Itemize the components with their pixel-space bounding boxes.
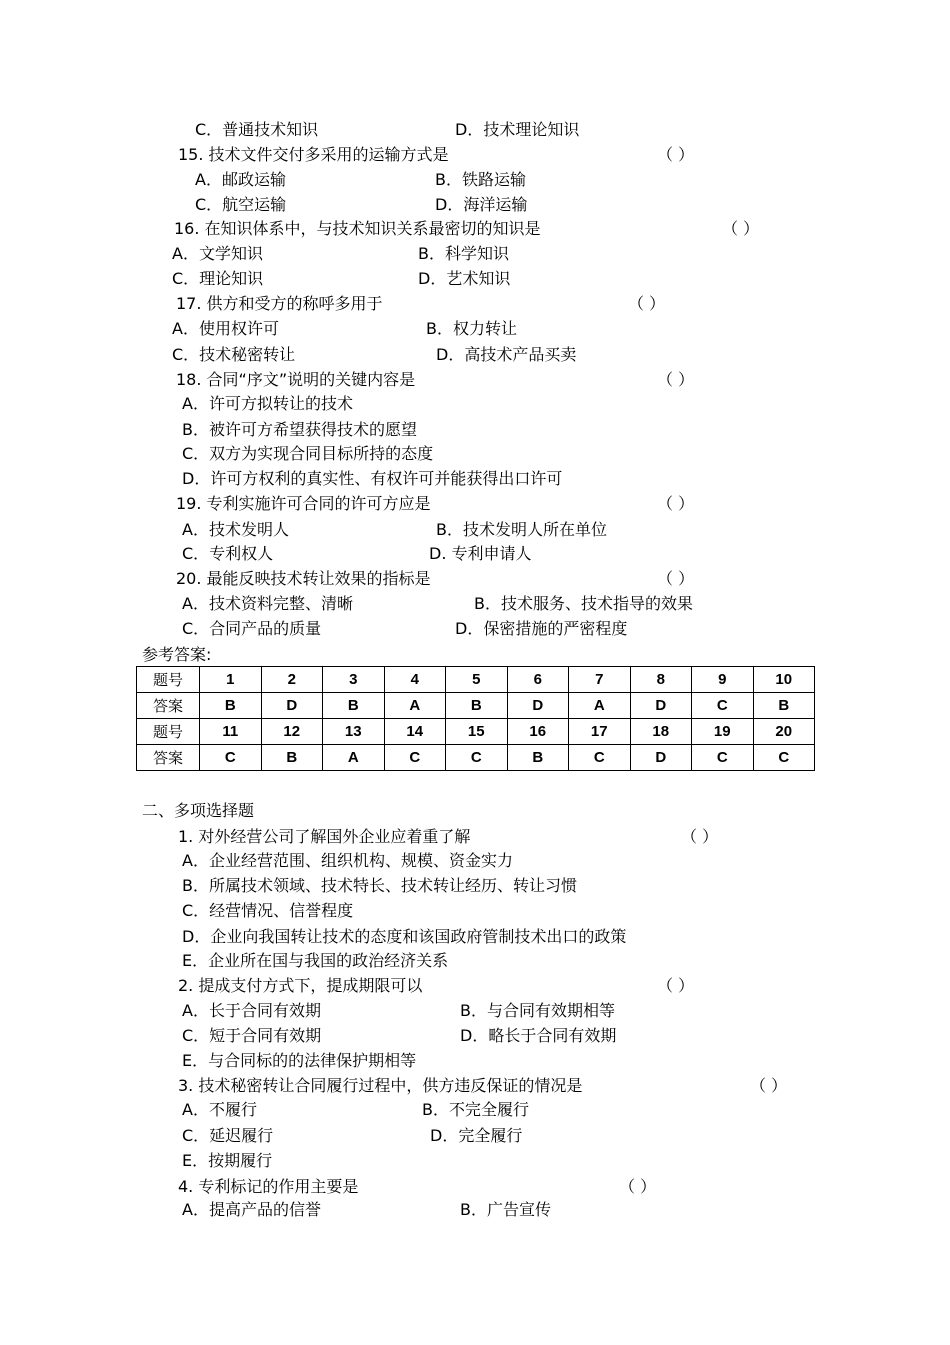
text-line: C．专利权人 xyxy=(182,544,274,563)
text-line: 20. 最能反映技术转让效果的指标是 xyxy=(176,569,431,588)
text-line: B．被许可方希望获得技术的愿望 xyxy=(182,420,417,439)
answer-table xyxy=(136,666,815,771)
text-line: A．企业经营范围、组织机构、规模、资金实力 xyxy=(182,851,513,870)
table-cell: C xyxy=(569,745,631,771)
text-line: A．文学知识 xyxy=(172,244,263,263)
answer-blank: （ ） xyxy=(657,370,695,389)
text-line: E．与合同标的的法律保护期相等 xyxy=(182,1051,417,1070)
text-line: 1. 对外经营公司了解国外企业应着重了解 xyxy=(178,827,471,846)
text-line: D．略长于合同有效期 xyxy=(460,1026,617,1045)
text-line: D．技术理论知识 xyxy=(455,120,580,139)
text-line: C．技术秘密转让 xyxy=(172,345,296,364)
text-line: A．技术资料完整、清晰 xyxy=(182,594,353,613)
table-row xyxy=(137,667,815,693)
text-line: B．技术服务、技术指导的效果 xyxy=(474,594,693,613)
answer-blank: （ ） xyxy=(750,1076,788,1095)
text-line: C．延迟履行 xyxy=(182,1126,274,1145)
table-cell: D xyxy=(507,693,569,719)
table-cell: 15 xyxy=(446,719,508,745)
answer-blank: （ ） xyxy=(657,494,695,513)
answer-blank: （ ） xyxy=(657,976,695,995)
text-line: 18. 合同“序文”说明的关键内容是 xyxy=(176,370,416,389)
text-line: A．长于合同有效期 xyxy=(182,1001,321,1020)
answer-blank: （ ） xyxy=(619,1177,657,1196)
answer-blank: （ ） xyxy=(657,145,695,164)
answer-blank: （ ） xyxy=(657,569,695,588)
table-cell: C xyxy=(384,745,446,771)
text-line: C．短于合同有效期 xyxy=(182,1026,322,1045)
table-cell: 2 xyxy=(261,667,323,693)
table-cell: 6 xyxy=(507,667,569,693)
text-line: 15. 技术文件交付多采用的运输方式是 xyxy=(178,145,449,164)
text-line: D．保密措施的严密程度 xyxy=(455,619,628,638)
text-line: 4. 专利标记的作用主要是 xyxy=(178,1177,359,1196)
text-line: C．合同产品的质量 xyxy=(182,619,322,638)
text-line: C．航空运输 xyxy=(195,195,287,214)
text-line: D．完全履行 xyxy=(430,1126,523,1145)
text-line: C．普通技术知识 xyxy=(195,120,319,139)
text-line: A．提高产品的信誉 xyxy=(182,1200,321,1219)
table-row xyxy=(137,745,815,771)
table-cell: 16 xyxy=(507,719,569,745)
table-cell: 1 xyxy=(200,667,262,693)
table-cell: 19 xyxy=(692,719,754,745)
table-cell: 3 xyxy=(323,667,385,693)
text-line: 参考答案: xyxy=(142,645,212,664)
table-cell: 13 xyxy=(323,719,385,745)
table-cell: B xyxy=(261,745,323,771)
text-line: C．理论知识 xyxy=(172,269,264,288)
text-line: D．企业向我国转让技术的态度和该国政府管制技术出口的政策 xyxy=(182,927,627,946)
table-cell: A xyxy=(569,693,631,719)
row-header: 题号 xyxy=(137,667,200,693)
text-line: C．双方为实现合同目标所持的态度 xyxy=(182,444,434,463)
text-line: A．不履行 xyxy=(182,1100,257,1119)
text-line: 17. 供方和受方的称呼多用于 xyxy=(176,294,383,313)
answer-blank: （ ） xyxy=(628,294,666,313)
text-line: 16. 在知识体系中，与技术知识关系最密切的知识是 xyxy=(174,219,541,238)
text-line: D．艺术知识 xyxy=(418,269,511,288)
table-cell: C xyxy=(753,745,815,771)
table-cell: C xyxy=(692,745,754,771)
text-line: D．许可方权利的真实性、有权许可并能获得出口许可 xyxy=(182,469,563,488)
table-cell: 4 xyxy=(384,667,446,693)
text-line: D．高技术产品买卖 xyxy=(436,345,577,364)
table-cell: 9 xyxy=(692,667,754,693)
text-line: A．技术发明人 xyxy=(182,520,289,539)
row-header: 答案 xyxy=(137,745,200,771)
text-line: 2. 提成支付方式下，提成期限可以 xyxy=(178,976,423,995)
text-line: E．按期履行 xyxy=(182,1151,273,1170)
row-header: 题号 xyxy=(137,719,200,745)
text-line: B．权力转让 xyxy=(426,319,517,338)
table-cell: B xyxy=(753,693,815,719)
text-line: D. 专利申请人 xyxy=(429,544,532,563)
table-cell: C xyxy=(446,745,508,771)
table-cell: 8 xyxy=(630,667,692,693)
text-line: B．铁路运输 xyxy=(435,170,526,189)
table-cell: 14 xyxy=(384,719,446,745)
text-line: C．经营情况、信誉程度 xyxy=(182,901,354,920)
text-line: B．不完全履行 xyxy=(422,1100,529,1119)
answer-blank: （ ） xyxy=(722,219,760,238)
text-line: E．企业所在国与我国的政治经济关系 xyxy=(182,951,449,970)
table-cell: 11 xyxy=(200,719,262,745)
table-cell: C xyxy=(692,693,754,719)
text-line: 二、多项选择题 xyxy=(142,801,255,820)
text-line: A．使用权许可 xyxy=(172,319,279,338)
table-cell: A xyxy=(384,693,446,719)
text-line: 3. 技术秘密转让合同履行过程中，供方违反保证的情况是 xyxy=(178,1076,583,1095)
table-cell: C xyxy=(200,745,262,771)
table-cell: B xyxy=(446,693,508,719)
table-cell: 17 xyxy=(569,719,631,745)
table-cell: D xyxy=(261,693,323,719)
table-cell: 5 xyxy=(446,667,508,693)
text-line: B．技术发明人所在单位 xyxy=(436,520,607,539)
table-cell: 20 xyxy=(753,719,815,745)
answer-blank: （ ） xyxy=(681,827,719,846)
text-line: A．邮政运输 xyxy=(195,170,286,189)
text-line: 19. 专利实施许可合同的许可方应是 xyxy=(176,494,431,513)
text-line: A．许可方拟转让的技术 xyxy=(182,394,353,413)
text-line: B．科学知识 xyxy=(418,244,509,263)
table-cell: 10 xyxy=(753,667,815,693)
table-cell: 12 xyxy=(261,719,323,745)
text-line: B．所属技术领域、技术特长、技术转让经历、转让习惯 xyxy=(182,876,577,895)
table-cell: 7 xyxy=(569,667,631,693)
table-cell: A xyxy=(323,745,385,771)
table-row xyxy=(137,719,815,745)
text-line: B．与合同有效期相等 xyxy=(460,1001,615,1020)
text-line: D．海洋运输 xyxy=(435,195,528,214)
table-cell: B xyxy=(507,745,569,771)
table-row xyxy=(137,693,815,719)
table-cell: D xyxy=(630,745,692,771)
table-cell: B xyxy=(200,693,262,719)
row-header: 答案 xyxy=(137,693,200,719)
table-cell: B xyxy=(323,693,385,719)
table-cell: D xyxy=(630,693,692,719)
text-line: B．广告宣传 xyxy=(460,1200,551,1219)
table-cell: 18 xyxy=(630,719,692,745)
